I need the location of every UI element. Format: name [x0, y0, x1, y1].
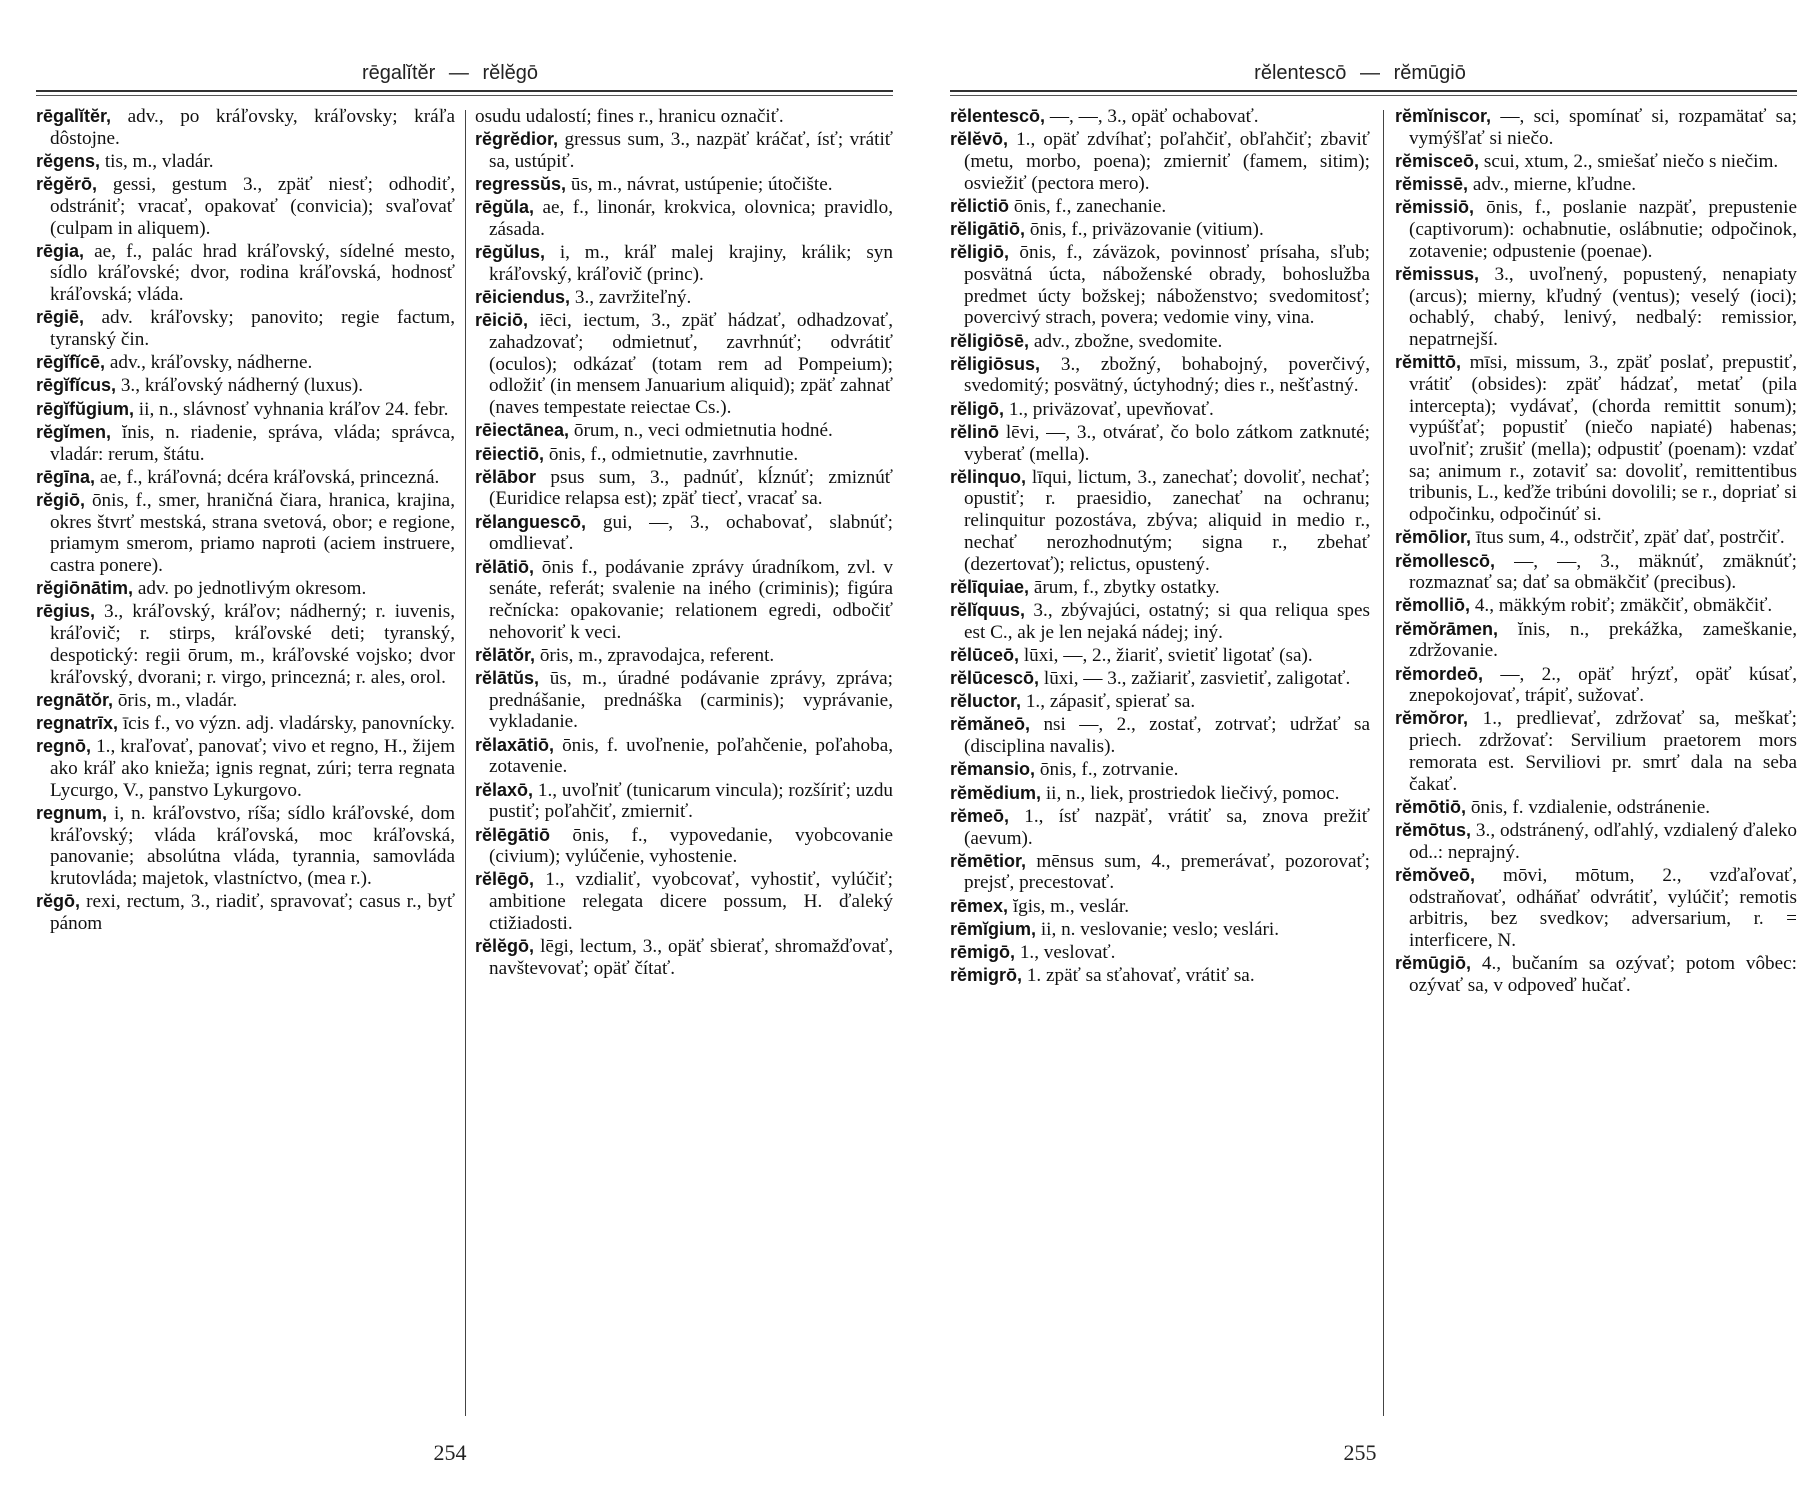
dictionary-entry — [950, 896, 1370, 918]
entry-definition: 3., zavržiteľný. — [574, 287, 692, 309]
entry-headword: rĕgens, — [36, 150, 101, 171]
dictionary-entry — [1395, 551, 1797, 594]
dictionary-entry — [1395, 664, 1797, 707]
page-number: 255 — [1343, 1440, 1377, 1465]
running-head-first: rēgalĭtĕr — [361, 62, 436, 84]
dictionary-entry — [1395, 106, 1797, 149]
dictionary-entry — [36, 422, 455, 465]
entry-definition: ae, f., palác hrad kráľovský, sídelné mesto, sídlo kráľovské; dvor, rodina kráľovská, hodnosť kráľovská; vláda. — [50, 240, 455, 306]
dictionary-entry — [36, 601, 455, 688]
dictionary-entry — [950, 600, 1370, 643]
dictionary-entry — [475, 420, 893, 442]
entry-headword: rĕlātiō, — [475, 556, 535, 577]
dictionary-entry — [1395, 527, 1797, 549]
entry-definition: īcis f., vo význ. adj. vladársky, panovnícky. — [122, 712, 455, 734]
entry-headword: rĕmăneō, — [950, 714, 1031, 735]
column-divider — [465, 110, 466, 1416]
entry-definition: ūs, m., návrat, ustúpenie; útočište. — [570, 174, 833, 196]
entry-definition: ōnis, f., záväzok, povinnosť prísaha, sľub; posvätná úcta, náboženské obrady, bohoslužba predmet úcty božskej; náboženstvo; svedomitosť; povercivý strach, povera; vedomie viny, vina. — [964, 242, 1370, 329]
running-head-first: rĕlentescō — [1254, 62, 1347, 84]
dictionary-entry — [475, 825, 893, 868]
entry-headword: rĕligō, — [950, 398, 1005, 419]
entry-definition: ōnis, f., priväzovanie (vitium). — [1029, 219, 1264, 241]
entry-definition: adv. kráľovsky; panovito; regie factum, tyranský čin. — [50, 307, 455, 351]
entry-definition: 3., zbožný, bohabojný, poverčivý, svedomitý; posvätný, úctyhodný; dies r., nešťastný. — [964, 353, 1370, 397]
entry-headword: rēmigō, — [950, 942, 1016, 963]
entry-definition: 3., uvoľnený, popustený, nenapiaty (arcus); mierny, kľudný (ventus); veselý (ioci); ochablý, chabý, lenivý, nedbalý: remissior, nepatrnejší. — [1409, 263, 1797, 351]
entry-headword: rĕlĭquus, — [950, 599, 1026, 620]
entry-definition: līqui, lictum, 3., zanechať; dovoliť, nechať; opustiť; r. praesidio, zanechať na ochranu; relinquitur pozostáva, zbýva; aliquid in medio r., nechať nerozhodnutým; signa r., zbehať (dezertovať); relictus, opustený. — [964, 466, 1370, 575]
dictionary-entry — [36, 399, 455, 421]
entry-headword: rēgalĭtĕr, — [36, 106, 112, 126]
entry-headword: regnātŏr, — [36, 689, 114, 710]
entry-definition: 1., veslovať. — [1019, 942, 1116, 964]
entry-headword: rĕmansio, — [950, 759, 1036, 780]
entry-headword: rēgĭfĭcē, — [36, 352, 106, 373]
entry-definition: ōris, m., vladár. — [117, 689, 238, 711]
dictionary-entry — [1395, 820, 1797, 863]
dictionary-entry — [1395, 708, 1797, 795]
entry-definition: 3., kráľovský nádherný (luxus). — [120, 375, 364, 397]
dictionary-entry — [950, 691, 1370, 713]
entry-headword: rĕmollescō, — [1395, 550, 1496, 571]
entry-headword: rēgīna, — [36, 466, 96, 487]
entry-headword: rĕlĕgō, — [475, 936, 535, 957]
entry-headword: rĕmŏveō, — [1395, 864, 1476, 885]
dictionary-entry — [950, 668, 1370, 690]
entry-headword: rĕmĭniscor, — [1395, 106, 1492, 126]
page-number: 254 — [433, 1440, 467, 1465]
entry-definition: ōnis, f., zanechanie. — [1013, 195, 1167, 217]
entry-definition: —, —, 3., opäť ochabovať. — [1049, 106, 1259, 127]
entry-definition: ĭnis, n., prekážka, zameškanie, zdržovanie. — [1409, 618, 1797, 662]
column-2 — [1395, 106, 1797, 1424]
entry-definition: 1., kraľovať, panovať; vivo et regno, H., žijem ako kráľ ako knieža; ignis regnat, zúri; terra regnata Lycurgo, V., panstvo Lykurgovo. — [50, 736, 455, 801]
entry-definition: lēvi, —, 3., otvárať, čo bolo zátkom zatknuté; vyberať (mella). — [964, 421, 1370, 465]
dictionary-entry — [36, 736, 455, 801]
dictionary-entry — [36, 106, 455, 149]
entry-headword: rĕgĕrō, — [36, 174, 98, 195]
entry-headword: rĕmōlior, — [1395, 527, 1472, 548]
entry-definition: ĭgis, m., veslár. — [1012, 895, 1130, 917]
entry-definition: ōnis, f., zotrvanie. — [1039, 759, 1179, 781]
dictionary-entry — [36, 375, 455, 397]
entry-definition: adv. po jednotlivým okresom. — [137, 578, 367, 600]
entry-headword: rēgia, — [36, 240, 85, 261]
entry-definition: ōris, m., zpravodajca, referent. — [539, 644, 775, 666]
entry-headword: rĕlictiō — [950, 195, 1010, 216]
entry-headword: rēmĭgium, — [950, 918, 1037, 939]
entry-definition: rexi, rectum, 3., riadiť, spravovať; casus r., byť pánom — [50, 891, 455, 934]
dictionary-entry — [950, 219, 1370, 241]
entry-definition: ii, n., liek, prostriedok liečivý, pomoc. — [1045, 782, 1340, 804]
entry-headword: rēgĭfĭcus, — [36, 375, 117, 396]
dictionary-entry — [950, 422, 1370, 465]
entry-headword: rēgŭlus, — [475, 242, 546, 263]
entry-definition: 1., predlievať, zdržovať sa, meškať; priech. zdržovať: Servilium praetorem mors remorata est. Serviliovi pr. smrť dala na seba čakať. — [1409, 708, 1797, 795]
dictionary-entry — [475, 645, 893, 667]
entry-definition: mēnsus sum, 4., premerávať, pozorovať; prejsť, precestovať. — [964, 850, 1370, 894]
dictionary-entry — [1395, 151, 1797, 173]
dictionary-entry — [950, 645, 1370, 667]
right-page — [910, 0, 1810, 1500]
entry-headword: rĕgĭmen, — [36, 421, 112, 442]
dictionary-entry — [475, 936, 893, 979]
dictionary-entry — [950, 851, 1370, 894]
dictionary-entry — [36, 174, 455, 239]
entry-headword: regnatrīx, — [36, 712, 119, 733]
dictionary-entry — [36, 891, 455, 934]
header-rule — [36, 90, 893, 92]
entry-headword: rēmex, — [950, 895, 1009, 916]
entry-headword: rĕlinquo, — [950, 466, 1026, 487]
entry-headword: rĕmittō, — [1395, 352, 1462, 373]
dictionary-entry — [36, 241, 455, 306]
entry-headword: rĕmigrō, — [950, 965, 1023, 986]
entry-headword: rĕlĕvō, — [950, 129, 1009, 150]
entry-definition: mīsi, missum, 3., zpäť poslať, prepustiť, vrátiť (obsides): zpäť hádzať, metať (pila intercepta); vydávať, (chorda remittit sonum); vypúšťať; popustiť (niečo napiaté) habenas; uvoľniť; zrušiť (mella); odpustiť (poenam): vzdať sa; animum r., zotaviť sa: dovoliť, remittentibus tribunis, L., keďže tribúni dovolili; se r., dopriať si odpočinku, odpočinúť si. — [1409, 352, 1797, 526]
dictionary-entry — [950, 942, 1370, 964]
entry-definition: adv., po kráľovsky, kráľovsky; kráľa dôstojne. — [50, 106, 455, 149]
dictionary-entry — [36, 803, 455, 890]
dictionary-entry — [950, 965, 1370, 987]
dictionary-entry — [475, 780, 893, 823]
dictionary-entry — [1395, 595, 1797, 617]
entry-definition: tis, m., vladár. — [104, 150, 214, 172]
entry-headword: rĕlīquiae, — [950, 576, 1030, 597]
dictionary-entry — [950, 242, 1370, 329]
entry-headword: rĕlābor — [475, 466, 537, 487]
entry-definition: adv., zbožne, svedomite. — [1033, 330, 1223, 352]
entry-headword: rĕlaxātiō, — [475, 734, 555, 755]
entry-headword: rĕlūcescō, — [950, 668, 1040, 689]
dictionary-entry — [475, 287, 893, 309]
entry-headword: rēgŭla, — [475, 197, 535, 218]
entry-headword: rĕmisceō, — [1395, 150, 1480, 171]
entry-headword: rēiciō, — [475, 310, 529, 331]
entry-definition: 1., opäť zdvíhať; poľahčiť, obľahčiť; zbaviť (metu, morbo, poena); zmierniť (famem, sitim); osviežiť (pectora mero). — [964, 129, 1370, 194]
dictionary-entry — [1395, 352, 1797, 526]
dictionary-entry — [36, 690, 455, 712]
running-head-last: rĕmūgiō — [1393, 62, 1466, 84]
dictionary-entry — [950, 467, 1370, 576]
entry-headword: rēgiē, — [36, 307, 85, 328]
entry-headword: regnō, — [36, 736, 92, 757]
dictionary-entry — [475, 129, 893, 172]
entry-definition: ii, n. veslovanie; veslo; veslári. — [1040, 918, 1280, 940]
entry-definition: ae, f., kráľovná; dcéra kráľovská, princezná. — [99, 466, 440, 488]
entry-definition: i, m., kráľ malej krajiny, králik; syn kráľovský, kráľovič (princ). — [489, 242, 893, 285]
entry-headword: rĕgō, — [36, 891, 81, 912]
entry-headword: rĕmŏror, — [1395, 708, 1469, 729]
entry-definition: ĭnis, n. riadenie, správa, vláda; správca, vladár: rerum, štátu. — [50, 421, 455, 465]
entry-headword: rĕlēgō, — [475, 869, 535, 890]
entry-definition: —, —, 3., mäknúť, zmäknúť; rozmaznať sa; dať sa obmäkčiť (precibus). — [1409, 550, 1797, 594]
dictionary-entry — [36, 307, 455, 350]
entry-definition: iēci, iectum, 3., zpäť hádzať, odhadzovať, zahadzovať; odmietnuť, zavrhnúť; odvrátiť (oculos); odkázať (totam rem ad Pompeium); odložiť (in mensem Januarium aliquid); zpäť zahnať (naves tempestate reiectae Cs.). — [489, 310, 893, 419]
entry-definition: lūxi, — 3., zažiariť, zasvietiť, zaligotať. — [1043, 668, 1351, 690]
entry-definition: psus sum, 3., padnúť, kĺznúť; zmiznúť (Euridice relapsa est); zpäť tiecť, vracať sa. — [489, 466, 893, 510]
dictionary-entry — [950, 399, 1370, 421]
entry-headword: rĕmolliō, — [1395, 595, 1471, 616]
dictionary-entry — [950, 106, 1370, 128]
entry-definition: osudu udalostí; fines r., hranicu označiť. — [475, 106, 784, 127]
dictionary-entry — [950, 196, 1370, 218]
column-2 — [475, 106, 893, 1424]
entry-definition: 3., zbývajúci, ostatný; si qua reliqua spes est C., ak je len nejaká nádej; iný. — [964, 599, 1370, 643]
dictionary-entry — [1395, 953, 1797, 996]
entry-headword: rĕlātŏr, — [475, 644, 536, 665]
dictionary-entry — [1395, 619, 1797, 662]
dictionary-entry — [475, 310, 893, 419]
entry-headword: rĕmordeō, — [1395, 663, 1484, 684]
entry-headword: rĕlēgātiō — [475, 824, 551, 845]
left-page — [0, 0, 900, 1500]
entry-definition: scui, xtum, 2., smiešať niečo s niečim. — [1483, 150, 1779, 172]
column-divider — [1383, 110, 1384, 1416]
entry-headword: rĕmissus, — [1395, 263, 1480, 284]
dictionary-entry — [1395, 174, 1797, 196]
entry-headword: rĕligiō, — [950, 242, 1010, 263]
dictionary-entry — [475, 557, 893, 644]
entry-definition: ōnis, f., vypovedanie, vyobcovanie (civium); vylúčenie, vyhostenie. — [489, 824, 893, 868]
dictionary-entry — [950, 331, 1370, 353]
entry-definition: ōnis, f., odmietnutie, zavrhnutie. — [548, 443, 799, 465]
dictionary-entry — [950, 577, 1370, 599]
running-head — [910, 62, 1810, 85]
entry-definition: i, n. kráľovstvo, ríša; sídlo kráľovské, dom kráľovský; vláda kráľovská, moc kráľovská, panovanie; absolútna vláda, tyrannia, samovláda krutovláda; majetok, vlastníctvo, (mea r.). — [50, 802, 455, 889]
entry-definition: nsi —, 2., zostať, zotrvať; udržať sa (disciplina navalis). — [964, 714, 1370, 758]
header-rule-thin — [36, 95, 893, 96]
dictionary-entry — [950, 129, 1370, 194]
dictionary-entry — [950, 783, 1370, 805]
entry-headword: rĕmissiō, — [1395, 197, 1475, 218]
entry-definition: 4., bučaním sa ozývať; potom vôbec: ozývať sa, v odpoveď hučať. — [1409, 953, 1797, 996]
entry-headword: rĕlātŭs, — [475, 668, 540, 689]
dictionary-entry — [36, 467, 455, 489]
entry-headword: rēiectānea, — [475, 420, 570, 441]
header-rule — [950, 90, 1797, 92]
running-head-separator: — — [448, 62, 469, 84]
entry-headword: rĕgrĕdior, — [475, 129, 559, 150]
entry-definition: 4., mäkkým robiť; zmäkčiť, obmäkčiť. — [1474, 595, 1773, 617]
running-head — [0, 62, 900, 85]
entry-definition: 3., kráľovský, kráľov; nádherný; r. iuvenis, kráľovič; r. stirps, kráľovské deti; tyranský, despotický: regii ōrum, m., kráľovské vojsko; dvor kráľovský, dvorani; r. virgo, princezná; r. ales, orol. — [50, 601, 455, 688]
entry-definition: ōnis, f., poslanie nazpäť, prepustenie (captivorum): ochabnutie, oslábnutie; odpočinok, zotavenie; odpustenie (poenae). — [1409, 197, 1797, 262]
dictionary-entry — [36, 151, 455, 173]
entry-headword: rĕmētior, — [950, 850, 1027, 871]
entry-definition: —, 2., opäť hrýzť, opäť kúsať, znepokojovať, trápiť, sužovať. — [1409, 663, 1797, 707]
entry-definition: 1., ísť nazpäť, vrátiť sa, znova prežiť (aevum). — [964, 805, 1370, 849]
dictionary-entry — [36, 490, 455, 577]
dictionary-entry — [1395, 797, 1797, 819]
entry-headword: rēgius, — [36, 601, 96, 622]
dictionary-entry — [950, 759, 1370, 781]
entry-definition: gui, —, 3., ochabovať, slabnúť; omdlievať. — [489, 511, 893, 555]
column-1 — [36, 106, 455, 1424]
dictionary-entry — [475, 174, 893, 196]
entry-headword: rĕmeō, — [950, 805, 1010, 826]
dictionary-entry — [475, 106, 893, 128]
entry-headword: rēiectiō, — [475, 443, 545, 464]
entry-definition: ōnis f., podávanie zprávy úradníkom, zvl. v senáte, referát; svalenie na iného (criminis); figúra rečnícka: opakovanie; relationem egredi, odbočiť nehovoriť k veci. — [489, 556, 893, 643]
entry-headword: rĕlinō — [950, 421, 1000, 442]
entry-definition: ītus sum, 4., odstrčiť, zpäť dať, postrčiť. — [1475, 527, 1785, 549]
dictionary-entry — [1395, 264, 1797, 351]
entry-definition: 1., zápasiť, spierať sa. — [1025, 691, 1196, 713]
entry-definition: ae, f., linonár, krokvica, olovnica; pravidlo, zásada. — [489, 197, 893, 241]
entry-definition: 1., uvoľniť (tunicarum vincula); rozšíriť; uzdu pustiť; poľahčiť, zmierniť. — [489, 779, 893, 823]
entry-headword: rĕlentescō, — [950, 106, 1046, 126]
entry-definition: 1., vzdialiť, vyobcovať, vyhostiť, vylúčiť; ambitione relegata dicere possum, H. ďaleký ctižiadosti. — [489, 869, 893, 934]
entry-headword: rēgĭfŭgium, — [36, 398, 134, 419]
entry-definition: ōnis, f., smer, hraničná čiara, hranica, krajina, okres štvrť mestská, strana svetová, obor; e regione, priamym smerom, priamo naproti (aciem instruere, castra ponere). — [50, 489, 455, 577]
dictionary-entry — [950, 806, 1370, 849]
dictionary-entry — [1395, 197, 1797, 262]
entry-headword: rĕlanguescō, — [475, 511, 587, 532]
header-rule-thin — [950, 95, 1797, 96]
entry-definition: 1., priväzovať, upevňovať. — [1008, 398, 1214, 420]
dictionary-entry — [950, 714, 1370, 757]
dictionary-entry — [950, 919, 1370, 941]
entry-definition: lūxi, —, 2., žiariť, svietiť ligotať (sa). — [1023, 644, 1313, 666]
dictionary-entry — [475, 467, 893, 510]
entry-definition: lēgi, lectum, 3., opäť sbierať, shromažďovať, navštevovať; opäť čítať. — [489, 936, 893, 979]
dictionary-entry — [475, 668, 893, 733]
entry-definition: 3., odstránený, odľahlý, vzdialený ďaleko od..: neprajný. — [1409, 820, 1797, 863]
entry-headword: rĕmōtiō, — [1395, 796, 1467, 817]
dictionary-entry — [475, 735, 893, 778]
running-head-last: rĕlĕgō — [482, 62, 539, 84]
entry-headword: rĕmōtus, — [1395, 820, 1472, 840]
entry-headword: rĕligātiō, — [950, 219, 1026, 240]
dictionary-entry — [475, 242, 893, 285]
entry-headword: rĕmŏrāmen, — [1395, 618, 1499, 639]
entry-definition: ii, n., slávnosť vyhnania kráľov 24. febr. — [138, 398, 449, 420]
entry-definition: ōnis, f. vzdialenie, odstránenie. — [1470, 796, 1711, 818]
entry-definition: —, sci, spomínať si, rozpamätať sa; vymýšľať si niečo. — [1409, 106, 1797, 149]
dictionary-entry — [950, 354, 1370, 397]
entry-headword: rĕlaxō, — [475, 779, 534, 800]
entry-headword: regnum, — [36, 802, 108, 823]
dictionary-entry — [475, 869, 893, 934]
entry-headword: rĕligiōsē, — [950, 330, 1030, 351]
entry-definition: ōnis, f. uvoľnenie, poľahčenie, poľahoba, zotavenie. — [489, 734, 893, 778]
entry-headword: rĕmĕdium, — [950, 782, 1042, 803]
running-head-separator: — — [1360, 62, 1380, 84]
entry-headword: regressŭs, — [475, 174, 567, 195]
dictionary-entry — [36, 352, 455, 374]
entry-headword: rĕlūceō, — [950, 644, 1020, 665]
entry-definition: adv., mierne, kľudne. — [1472, 174, 1637, 196]
entry-definition: adv., kráľovsky, nádherne. — [109, 352, 313, 374]
entry-definition: mōvi, mōtum, 2., vzďaľovať, odstraňovať, odháňať odvrátiť, vylúčiť; remotis arbitris, bez svedkov; adversarium, r. = interficere, N. — [1409, 864, 1797, 952]
entry-headword: rĕligiōsus, — [950, 353, 1041, 374]
entry-definition: gessi, gestum 3., zpäť niesť; odhodiť, odstrániť; vracať, opakovať (convicia); svaľovať (culpam in aliquem). — [50, 174, 455, 239]
entry-headword: rĕluctor, — [950, 691, 1022, 712]
dictionary-entry — [475, 512, 893, 555]
column-1 — [950, 106, 1370, 1424]
dictionary-entry — [36, 713, 455, 735]
entry-definition: ārum, f., zbytky ostatky. — [1033, 576, 1220, 598]
entry-headword: rĕmūgiō, — [1395, 953, 1472, 974]
entry-definition: gressus sum, 3., nazpäť kráčať, ísť; vrátiť sa, ustúpiť. — [489, 129, 893, 172]
entry-headword: rĕgiōnātim, — [36, 578, 134, 599]
dictionary-entry — [475, 197, 893, 240]
entry-definition: ūs, m., úradné podávanie zprávy, zpráva; prednášanie, prednáška (carminis); vyprávanie, vykladanie. — [489, 668, 893, 733]
dictionary-entry — [1395, 865, 1797, 952]
dictionary-entry — [475, 444, 893, 466]
entry-headword: rĕgiō, — [36, 489, 86, 510]
entry-definition: 1. zpäť sa sťahovať, vrátiť sa. — [1026, 965, 1255, 987]
entry-headword: rĕmissē, — [1395, 174, 1469, 195]
entry-definition: ōrum, n., veci odmietnutia hodné. — [573, 420, 833, 442]
entry-headword: rēiciendus, — [475, 287, 571, 308]
dictionary-entry — [36, 578, 455, 600]
